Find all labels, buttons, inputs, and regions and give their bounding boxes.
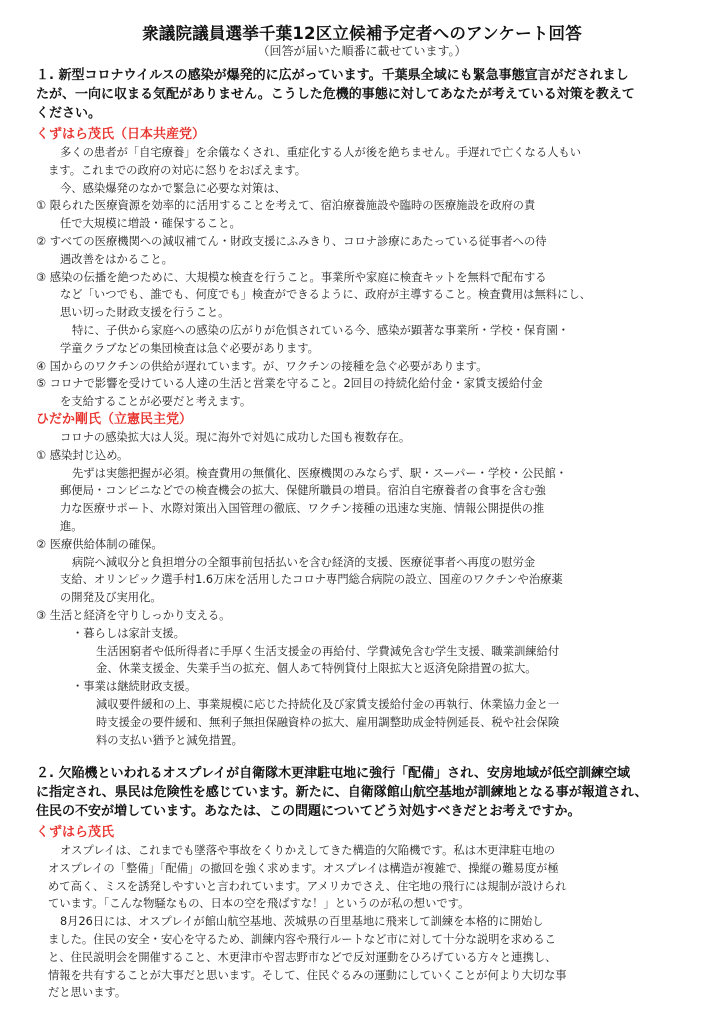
answer-line: の開発及び実用化。 (60, 591, 162, 605)
answer-line: 郵便局・コンビニなどでの検査機会の拡大、保健所職員の増員。宿泊自宅療養者の食事を含む強 (60, 484, 546, 498)
page-title: 衆議院議員選挙千葉12区立候補予定者へのアンケート回答 (142, 24, 582, 43)
question-1-line: ください。 (36, 106, 102, 121)
answer-q1-hidaka (36, 410, 706, 749)
answer-line: オスプレイは、これまでも墜落や事故をくりかえしてきた構造的欠陥機です。私は木更津駐屯地の (60, 844, 556, 857)
answer-line: ます。これまでの政府の対応に怒りをおぼえます。 (48, 163, 307, 177)
answer-q1-kuzuhara (36, 125, 706, 411)
answer-line: 今、感染爆発のなかで緊急に必要な対策は、 (60, 181, 286, 195)
question-1 (36, 66, 706, 123)
answer-line: 多くの患者が「自宅療養」を余儀なくされ、重症化する人が後を絶ちません。手遅れで亡くなる人もい (60, 146, 582, 159)
answer-line: を支給することが必要だと考えます。 (60, 395, 252, 409)
answer-line: ました。住民の安全・安心を守るため、訓練内容や飛行ルートなど市に対して十分な説明を求めるこ (48, 932, 556, 946)
candidate-name-kuzuhara: くずはら茂氏 (36, 825, 115, 840)
answer-bullet: ・事業は継続財政支援。 (72, 680, 197, 694)
answer-list-item: ② 医療供給体制の確保。 (36, 537, 163, 551)
answer-line: と、住民説明会を開催すること、木更津市や習志野市などで反対運動をひろげている方々と連携し、 (48, 950, 557, 964)
question-1-line: １. 新型コロナウイルスの感染が爆発的に広がっています。千葉県全域にも緊急事態宣言がだされまし (36, 68, 629, 83)
question-2-line: ２. 欠陥機といわれるオスプレイが自衛隊木更津駐屯地に強行「配備」され、安房地域が低空訓練空域 (36, 766, 630, 781)
answer-line: 力な医療サポート、水際対策出入国管理の徹底、ワクチン接種の迅速な実施、情報公開提供の推 (60, 502, 545, 516)
question-1-line: たが、一向に収まる気配がありません。こうした危機的事態に対してあなたが考えている対策を教えて (36, 87, 635, 102)
answer-line: 思い切った財政支援を行うこと。 (60, 306, 230, 320)
answer-line: 病院へ減収分と負担増分の全額事前包括払いを含む経済的支援、医療従事者へ再度の慰労金 (72, 555, 536, 569)
answer-line: など「いつでも、誰でも、何度でも」検査ができるように、政府が主導すること。検査費用は無料にし、 (60, 288, 591, 302)
answer-list-item: ② すべての医療機関への減収補てん・財政支援にふみきり、コロナ診療にあたっている従事者への待 (36, 234, 547, 248)
answer-line: 減収要件緩和の上、事業規模に応じた持続化及び家賃支援給付金の再執行、休業協力金と一 (96, 697, 560, 711)
candidate-name-hidaka: ひだか剛氏（立憲民主党） (36, 412, 193, 427)
answer-line: 学童クラブなどの集団検査は急ぐ必要があります。 (60, 341, 319, 355)
answer-line: 遇改善をはかること。 (60, 252, 173, 266)
question-2-block (36, 764, 706, 821)
question-2-line: に指定され、県民は危険性を感じています。新たに、自衛隊館山航空基地が訓練地となる事が報道され、 (36, 785, 648, 800)
page-subtitle: （回答が届いた順番に載せています。） (257, 44, 467, 58)
question-2 (36, 764, 706, 821)
question-1-block (36, 66, 706, 123)
answer-line: 支給、オリンピック選手村1.6万床を活用したコロナ専門総合病院の設立、国産のワクチンや治療薬 (60, 573, 563, 587)
answer-list-item: ③ 感染の伝播を絶つために、大規模な検査を行うこと。事業所や家庭に検査キットを無料で配布する (36, 270, 547, 284)
answer-q2-kuzuhara (36, 823, 706, 1002)
answer-list-item: ④ 国からのワクチンの供給が遅れています。が、ワクチンの接種を急ぐ必要があります。 (36, 359, 488, 373)
answer-line: 時支援金の要件緩和、無利子無担保融資枠の拡大、雇用調整助成金特例延長、税や社会保険 (96, 715, 560, 729)
answer-list-item: ① 感染封じ込め。 (36, 448, 129, 462)
answer-line: 先ずは実態把握が必須。検査費用の無償化、医療機関のみならず、駅・スーパー・学校・公民館・ (72, 466, 568, 480)
answer-line: オスプレイの「整備」「配備」の撤回を強く求めます。オスプレイは構造が複雑で、操縦の難易度が極 (48, 861, 559, 875)
answer-line: 8月26日には、オスプレイが館山航空基地、茨城県の百里基地に飛来して訓練を本格的に開始し (60, 915, 544, 929)
answer-line: めて高く、ミスを誘発しやすいと言われています。アメリカでさえ、住宅地の飛行には規制が設けられ (48, 879, 567, 893)
answer-line: 情報を共有することが大事だと思います。そして、住民ぐるみの運動にしていくことが何より大切な事 (48, 968, 567, 982)
answer-line: 任で大規模に増設・確保すること。 (60, 217, 241, 231)
answer-list-item: ① 限られた医療資源を効率的に活用することを考えて、宿泊療養施設や臨時の医療施設を政府の責 (36, 199, 536, 213)
question-2-line: 住民の不安が増しています。あなたは、この問題についてどう対処すべきだとお考えですか。 (36, 804, 581, 819)
answer-line: 生活困窮者や低所得者に手厚く生活支援金の再給付、学費減免含む学生支援、職業訓練給付 (96, 644, 560, 658)
answer-line: 料の支払い猶予と減免措置。 (96, 733, 243, 747)
answer-line: コロナの感染拡大は人災。現に海外で対処に成功した国も複数存在。 (60, 431, 411, 444)
answer-list-item: ③ 生活と経済を守りしっかり支える。 (36, 608, 231, 622)
answer-line: 特に、子供から家庭への感染の広がりが危惧されている今、感染が顕著な事業所・学校・保育園・ (72, 323, 570, 337)
answer-list-item: ⑤ コロナで影響を受けている人達の生活と営業を守ること。2回目の持続化給付金・家賃支援給付金 (36, 377, 543, 391)
answer-line: ています。「こんな物騒なもの、日本の空を飛ばすな！」というのが私の想いです。 (48, 897, 470, 911)
answer-line: 進。 (60, 519, 83, 533)
answer-bullet: ・暮らしは家計支援。 (72, 626, 185, 640)
answer-line: 金、休業支援金、失業手当の拡充、個人あて特例貸付上限拡大と返済免除措置の拡大。 (96, 662, 537, 676)
answer-line: だと思います。 (48, 986, 127, 1000)
candidate-name-kuzuhara: くずはら茂氏（日本共産党） (36, 127, 206, 142)
